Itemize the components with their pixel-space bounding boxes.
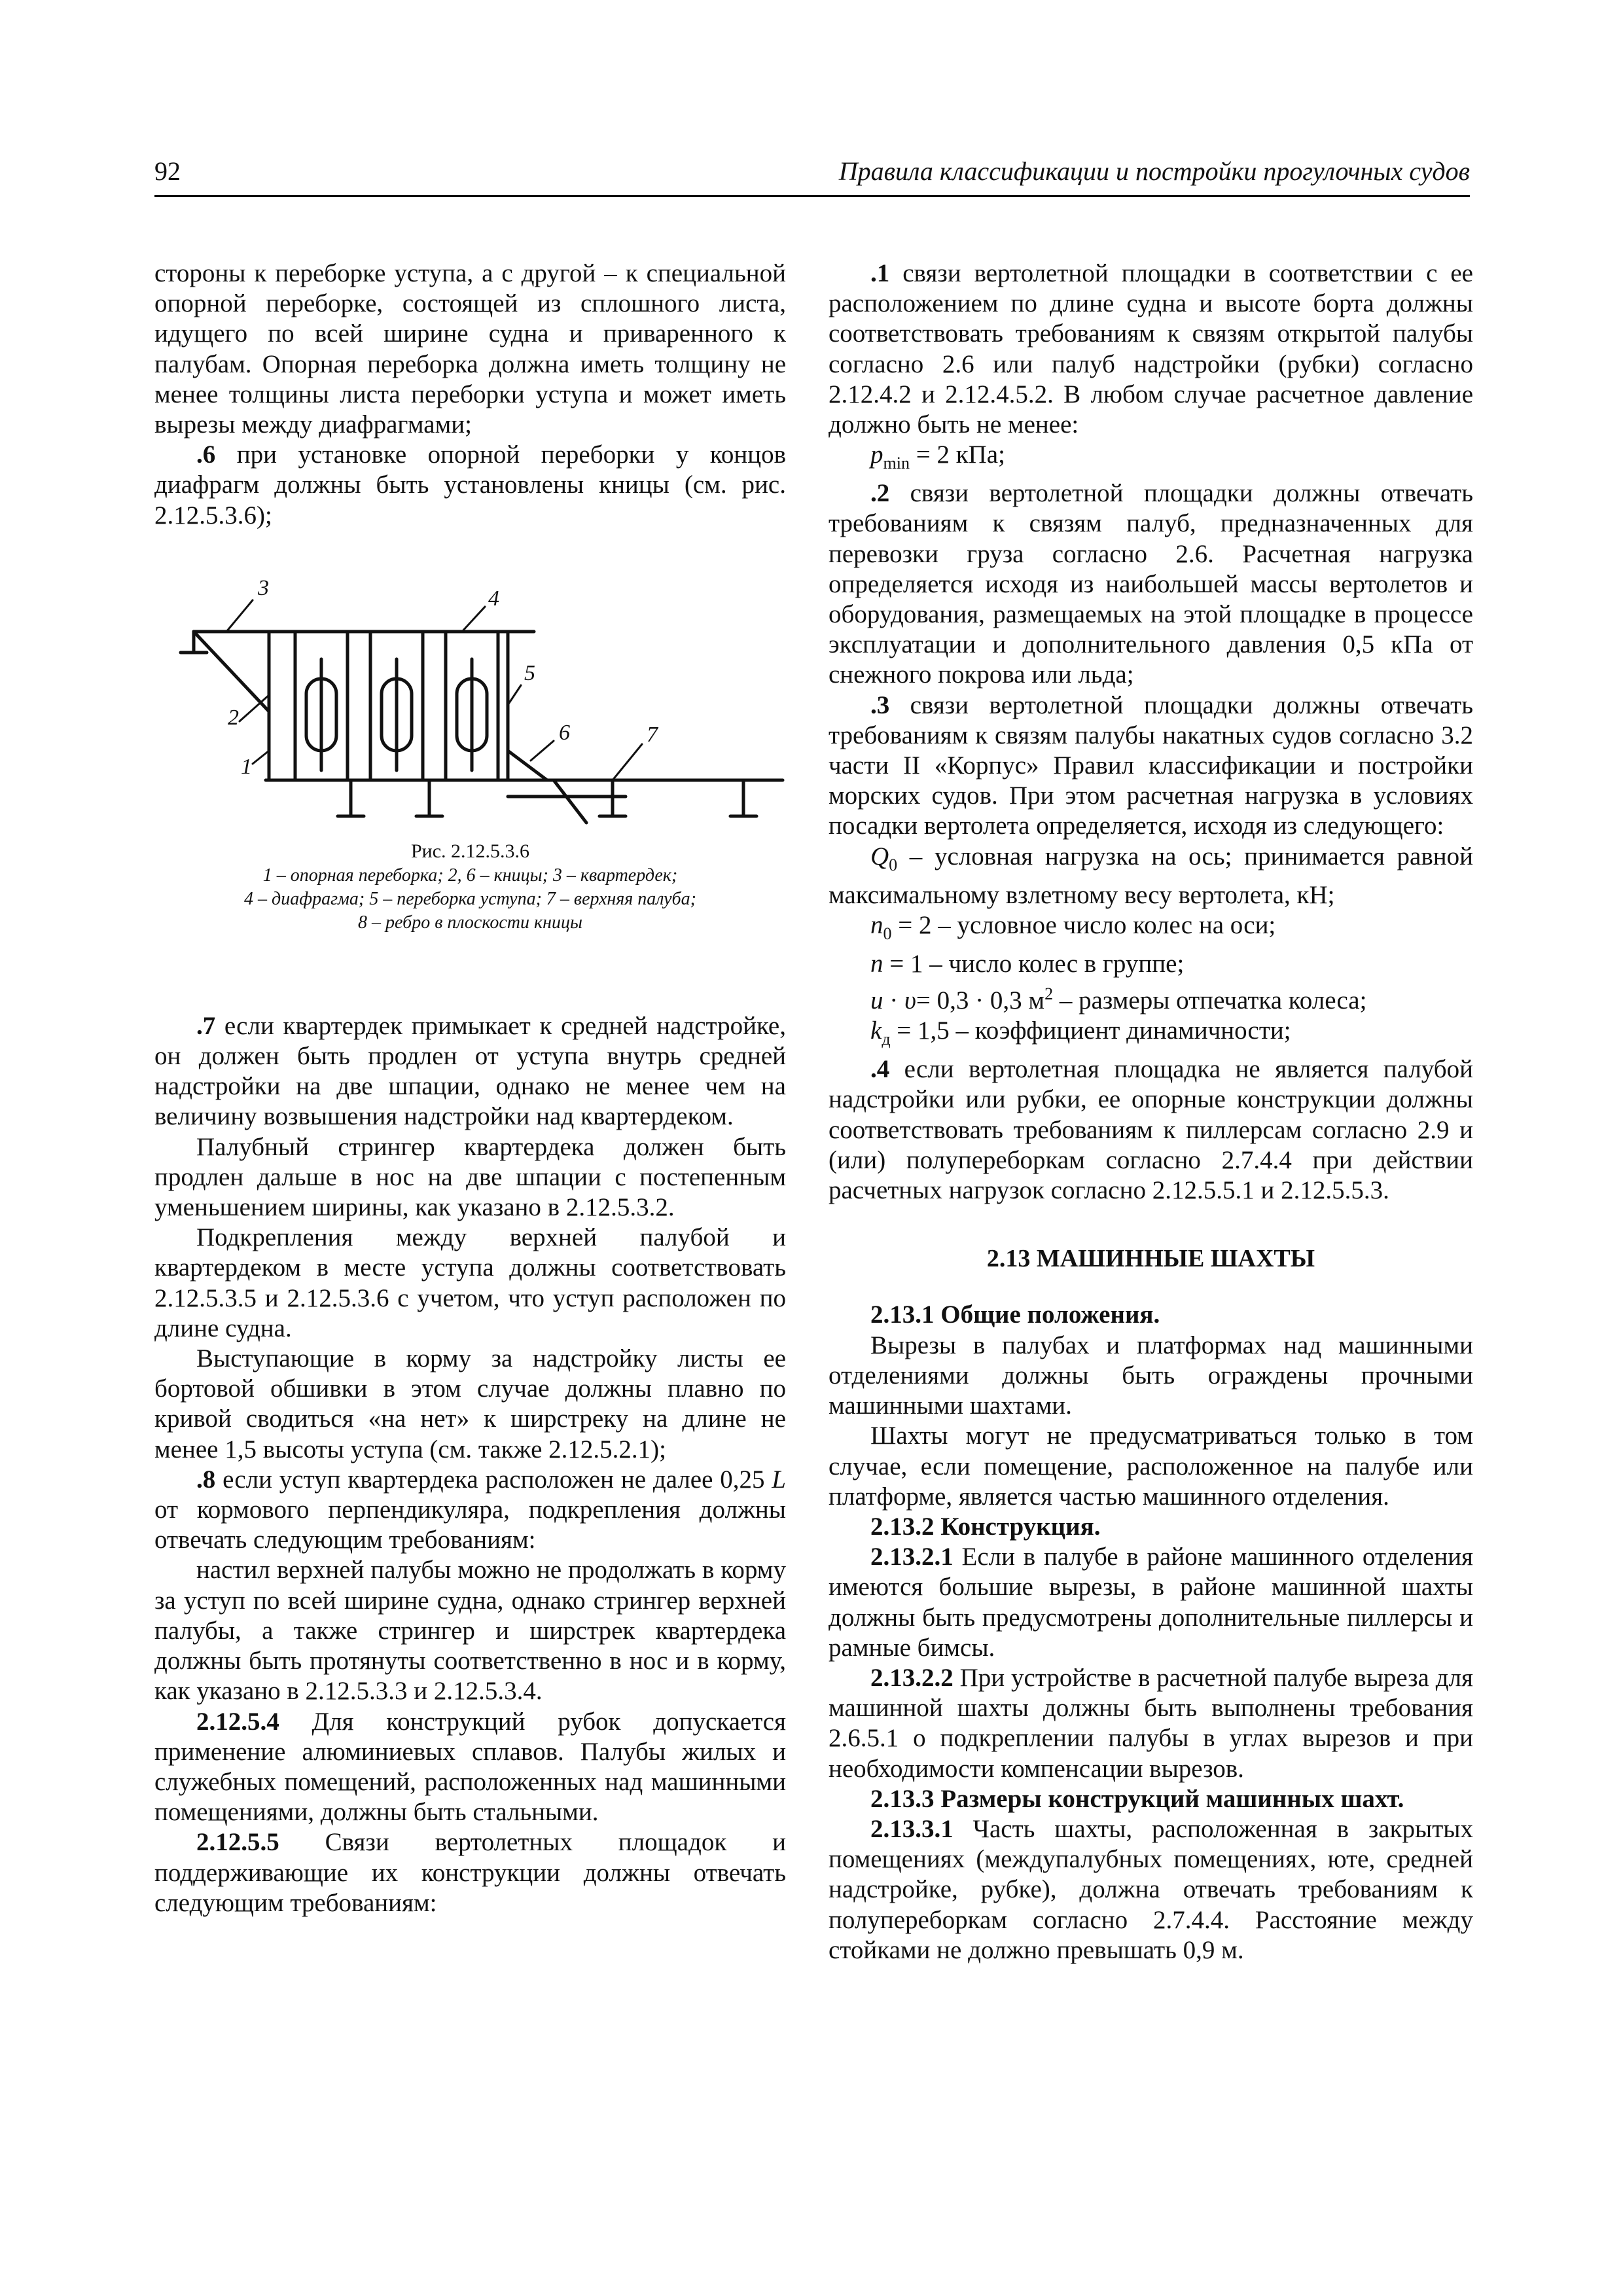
item-number: 2.12.5.4 — [196, 1707, 279, 1736]
item-number: .2 — [870, 479, 890, 508]
caption-line: 8 – ребро в плоскости кницы — [358, 912, 582, 933]
item-number: .8 — [196, 1465, 216, 1494]
label-3: 3 — [258, 575, 269, 600]
formula-subscript: min — [883, 454, 910, 473]
paragraph-text: Связи вертолетных площадок и поддерживающие их конструкции должны отвечать следующим требованиям: — [154, 1828, 786, 1917]
figure-caption — [154, 839, 786, 935]
item-number: .3 — [870, 691, 890, 719]
formula-symbol: u — [870, 986, 883, 1015]
subsection-heading: 2.13.2 Конструкция. — [870, 1512, 1101, 1541]
formula-subscript: д — [882, 1030, 891, 1049]
paragraph — [154, 1707, 786, 1828]
formula-superscript: 2 — [1044, 984, 1054, 1004]
paragraph: Палубный стрингер квартердека должен быть продлен дальше в нос на две шпации с постепенным уменьшением ширины, как указано в 2.12.5.3.2. — [154, 1132, 786, 1222]
paragraph-text: от кормового перпендикуляра, подкрепления должны отвечать следующим требованиям: — [154, 1496, 786, 1554]
formula-symbol: k — [870, 1016, 882, 1045]
formula-text: = 2 кПа; — [909, 440, 1005, 469]
paragraph-text: При устройстве в расчетной палубе выреза для машинной шахты должны быть выполнены требования 2.6.5.1 о подкреплении палубы в углах вырезов и при необходимости компенсации вырезов. — [829, 1663, 1473, 1783]
paragraph: Шахты могут не предусматриваться только в том случае, если помещение, расположенное на палубе или платформе, является частью машинного отделения. — [829, 1422, 1473, 1511]
paragraph-text: связи вертолетной площадки должны отвечать требованиям к связям палубы накатных судов согласно 3.2 части II «Корпус» Правил классификации и постройки морских судов. При этом расчетная нагрузка в условиях посадки вертолета определяется, исходя из следующего: — [829, 691, 1473, 840]
symbol-L: L — [772, 1465, 786, 1494]
label-1: 1 — [241, 754, 252, 779]
paragraph — [829, 1054, 1473, 1206]
paragraph-text: Для конструкций рубок допускается применение алюминиевых сплавов. Палубы жилых и служебных помещений, расположенных над машинными помещениями, должны быть стальными. — [154, 1707, 786, 1827]
paragraph — [829, 259, 1473, 440]
item-number: 2.13.3.1 — [870, 1814, 954, 1843]
formula-symbol: Q — [870, 842, 889, 870]
label-6: 6 — [559, 720, 570, 745]
item-number: 2.13.2.1 — [870, 1543, 954, 1571]
formula-symbol: υ — [904, 986, 916, 1015]
caption-line: 4 – диафрагма; 5 – переборка уступа; 7 – верхняя палуба; — [244, 888, 696, 909]
paragraph-text: связи вертолетной площадки должны отвечать требованиям к связям палуб, предназначенных для перевозки груза согласно 2.6. Расчетная нагрузка определяется исходя из наибольшей массы вертолетов и оборудования, размещаемых на этой площадке в процессе эксплуатации и дополнительного давления 0,5 кПа от снежного покрова или льда; — [829, 479, 1473, 689]
paragraph — [154, 1465, 786, 1556]
formula-symbol: p — [870, 440, 883, 469]
paragraph — [829, 1542, 1473, 1663]
formula-text: = 2 – условное число колес на оси; — [891, 910, 1276, 939]
label-7: 7 — [647, 722, 658, 747]
formula-symbol: n — [870, 949, 883, 978]
formula-text: = 1 – число колес в группе; — [883, 949, 1185, 978]
item-number: 2.13.2.2 — [870, 1663, 954, 1692]
formula-symbol: n — [870, 910, 883, 939]
paragraph: Выступающие в корму за надстройку листы ее бортовой обшивки в этом случае должны плавно по кривой сводиться «на нет» к ширстреку на длине не менее 1,5 высоты уступа (см. также 2.12.5.2.1); — [154, 1344, 786, 1463]
formula-pmin — [829, 440, 1473, 478]
bracket — [508, 751, 547, 780]
definition-q0 — [829, 842, 1473, 910]
label-4: 4 — [488, 586, 499, 611]
formula-text: = 0,3 · 0,3 м — [916, 986, 1045, 1015]
bracket — [194, 632, 269, 711]
definition-n — [829, 949, 1473, 979]
paragraph-text: если уступ квартердека расположен не далее 0,25 — [215, 1465, 772, 1494]
item-number: .4 — [870, 1055, 890, 1084]
paragraph — [154, 440, 786, 531]
paragraph — [829, 691, 1473, 842]
item-number: .6 — [196, 440, 216, 469]
paragraph: стороны к переборке уступа, а с другой – к специальной опорной переборке, состоящей из сплошного листа, идущего по всей ширине судна и приваренного к палубам. Опорная переборка должна иметь толщину не менее толщины листа переборки уступа и может иметь вырезы между диафрагмами; — [154, 259, 786, 439]
paragraph — [829, 478, 1473, 690]
item-number: .7 — [196, 1011, 216, 1040]
caption-line: 1 – опорная переборка; 2, 6 – кницы; 3 – квартердек; — [262, 865, 678, 886]
definition-uv — [829, 979, 1473, 1016]
left-column — [154, 259, 786, 1918]
paragraph-text: Если в палубе в районе машинного отделения имеются большие вырезы, в районе машинной шахты должны быть предусмотрены дополнительные пиллерсы и рамные бимсы. — [829, 1543, 1473, 1662]
formula-text: – размеры отпечатка колеса; — [1053, 986, 1367, 1015]
definition-n0 — [829, 910, 1473, 949]
paragraph — [154, 1827, 786, 1918]
paragraph — [829, 1814, 1473, 1965]
paragraph-text: Часть шахты, расположенная в закрытых помещениях (междупалубных помещениях, юте, средней надстройке, рубке), должна отвечать требованиям к полупереборкам согласно 2.7.4.4. Расстояние между стойками не должно превышать 0,9 м. — [829, 1814, 1473, 1964]
formula-text: = 1,5 – коэффициент динамичности; — [890, 1016, 1291, 1045]
definition-kd — [829, 1016, 1473, 1054]
formula-text: · — [883, 986, 904, 1015]
figure-2-12-5-3-6 — [154, 554, 786, 933]
paragraph-text: связи вертолетной площадки в соответствии с ее расположением по длине судна и высоте борта должны соответствовать требованиям к связям открытой палубы согласно 2.6 или палуб надстройки (рубки) согласно 2.12.4.2 и 2.12.4.5.2. В любом случае расчетное давление должно быть не менее: — [829, 259, 1473, 439]
section-title: 2.13 МАШИННЫЕ ШАХТЫ — [986, 1245, 1315, 1273]
label-5: 5 — [524, 660, 535, 685]
page-number: 92 — [154, 156, 181, 186]
paragraph-text: если квартердек примыкает к средней надстройке, он должен быть продлен от уступа внутрь средней надстройки на две шпации, однако не менее чем на величину возвышения надстройки над квартердеком. — [154, 1011, 786, 1131]
page-header — [154, 156, 1470, 197]
paragraph-text: при установке опорной переборки у концов диафрагм должны быть установлены кницы (см. рис. 2.12.5.3.6); — [154, 440, 786, 529]
label-2: 2 — [228, 705, 239, 730]
right-column — [829, 259, 1473, 1965]
subsection-heading: 2.13.1 Общие положения. — [870, 1300, 1160, 1329]
formula-subscript: 0 — [883, 924, 892, 943]
paragraph — [829, 1663, 1473, 1784]
paragraph-text: если вертолетная площадка не является палубой надстройки или рубки, ее опорные конструкции должны соответствовать требованиям к пиллерсам согласно 2.9 и (или) полупереборкам согласно 2.7.4.4 при действии расчетных нагрузок согласно 2.12.5.5.1 и 2.12.5.5.3. — [829, 1055, 1473, 1205]
item-number: 2.12.5.5 — [196, 1828, 279, 1857]
item-number: .1 — [870, 259, 890, 287]
caption-title: Рис. 2.12.5.3.6 — [410, 840, 530, 862]
structural-diagram — [154, 554, 786, 829]
paragraph: Подкрепления между верхней палубой и квартердеком в месте уступа должны соответствовать 2.12.5.3.5 и 2.12.5.3.6 с учетом, что уступ расположен по длине судна. — [154, 1223, 786, 1342]
paragraph: Вырезы в палубах и платформах над машинными отделениями должны быть ограждены прочными машинными шахтами. — [829, 1331, 1473, 1420]
formula-subscript: 0 — [889, 855, 898, 874]
paragraph: настил верхней палубы можно не продолжать в корму за уступ по всей ширине судна, однако стрингер верхней палубы, а также стрингер и ширстрек квартердека должны быть протянуты соответственно в нос и в корму, как указано в 2.12.5.3.3 и 2.12.5.3.4. — [154, 1556, 786, 1706]
subsection-heading: 2.13.3 Размеры конструкций машинных шахт. — [870, 1784, 1404, 1813]
paragraph — [154, 1011, 786, 1132]
formula-text: – условная нагрузка на ось; принимается равной максимальному взлетному весу вертолета, кН; — [829, 842, 1473, 909]
running-title: Правила классификации и постройки прогулочных судов — [838, 156, 1470, 186]
